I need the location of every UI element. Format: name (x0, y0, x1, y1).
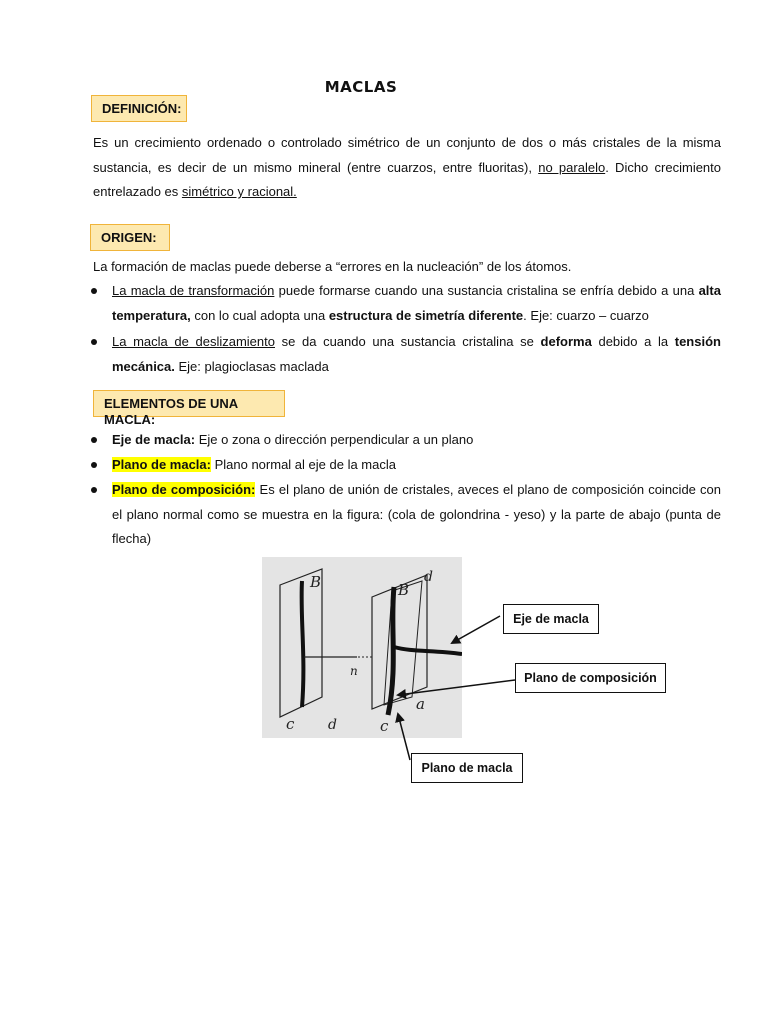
callout-eje-de-macla: Eje de macla (503, 604, 599, 634)
section-heading-elementos: ELEMENTOS DE UNA MACLA: (93, 390, 285, 417)
origen-bullet-1 (112, 279, 721, 328)
figure-label-d1: d (424, 569, 433, 585)
origen-bullet-2 (112, 330, 721, 379)
bullet-bold: tensión mecánica. (112, 334, 721, 374)
bullet-text: debido a la (591, 334, 675, 349)
bullet-text: . Eje: cuarzo – cuarzo (523, 307, 649, 323)
bullet-text: puede formarse cuando una sustancia cristalina se enfría debido a una (274, 283, 699, 298)
figure-label-n: n (350, 664, 358, 678)
figure-label-b1: B (310, 573, 322, 591)
definicion-text-1: Es un crecimiento ordenado o controlado simétrico de un conjunto de dos o más cristales de la misma sustancia, es decir de un mismo mineral (entre cuarzos, entre fluoritas), (93, 135, 721, 175)
bullet-text: se da cuando una sustancia cristalina se (274, 334, 541, 349)
bullet-bold: alta temperatura, (112, 283, 721, 323)
definicion-underline-1: no paralelo (538, 159, 606, 175)
bullet-term-highlighted: Plano de composición: (112, 482, 256, 497)
page-title: MACLAS (324, 78, 398, 96)
bullet-text: con lo cual adopta una (190, 307, 329, 323)
callout-plano-de-composicion: Plano de composición (515, 663, 666, 693)
definicion-paragraph (93, 131, 721, 205)
twin-crystal-drawing (262, 557, 462, 738)
bullet-dot-icon (91, 487, 97, 493)
bullet-bold: deforma (540, 334, 592, 349)
origen-intro: La formación de maclas puede deberse a “errores en la nucleación” de los átomos. (93, 259, 572, 274)
bullet-text: Plano normal al eje de la macla (210, 457, 396, 472)
bullet-dot-icon (91, 437, 97, 443)
callout-plano-de-macla: Plano de macla (411, 753, 523, 783)
figure-label-d2: d (328, 717, 337, 733)
bullet-text: Eje o zona o dirección perpendicular a un plano (195, 432, 474, 447)
bullet-dot-icon (91, 339, 97, 345)
figure-label-c2: c (380, 717, 389, 735)
figure-label-a: a (416, 695, 425, 713)
elementos-bullet-1 (112, 428, 721, 453)
bullet-term-highlighted: Plano de macla: (112, 457, 211, 472)
bullet-term: Eje de macla: (112, 432, 196, 447)
figure-label-c1: c (286, 715, 295, 733)
elementos-bullet-3 (112, 478, 721, 552)
definicion-underline-2: simétrico y racional. (181, 184, 297, 199)
section-heading-origen: ORIGEN: (90, 224, 170, 251)
section-heading-definicion: DEFINICIÓN: (91, 95, 187, 122)
bullet-dot-icon (91, 462, 97, 468)
definicion-text-2: . Dicho crecimiento entrelazado es (93, 159, 722, 199)
bullet-text: Eje: plagioclasas maclada (174, 358, 329, 374)
figure-label-b2: B (398, 581, 410, 599)
bullet-text: Es el plano de unión de cristales, aveces el plano de composición coincide con el plano normal como se muestra en la figura: (cola de golondrina - yeso) y la parte de abajo (punta de flecha) (112, 482, 722, 546)
bullet-underline: La macla de transformación (112, 283, 275, 298)
bullet-underline: La macla de deslizamiento (112, 334, 275, 349)
bullet-dot-icon (91, 288, 97, 294)
bullet-bold: estructura de simetría diferente (328, 307, 524, 323)
elementos-bullet-2 (112, 453, 721, 478)
twin-crystal-figure (262, 557, 462, 738)
